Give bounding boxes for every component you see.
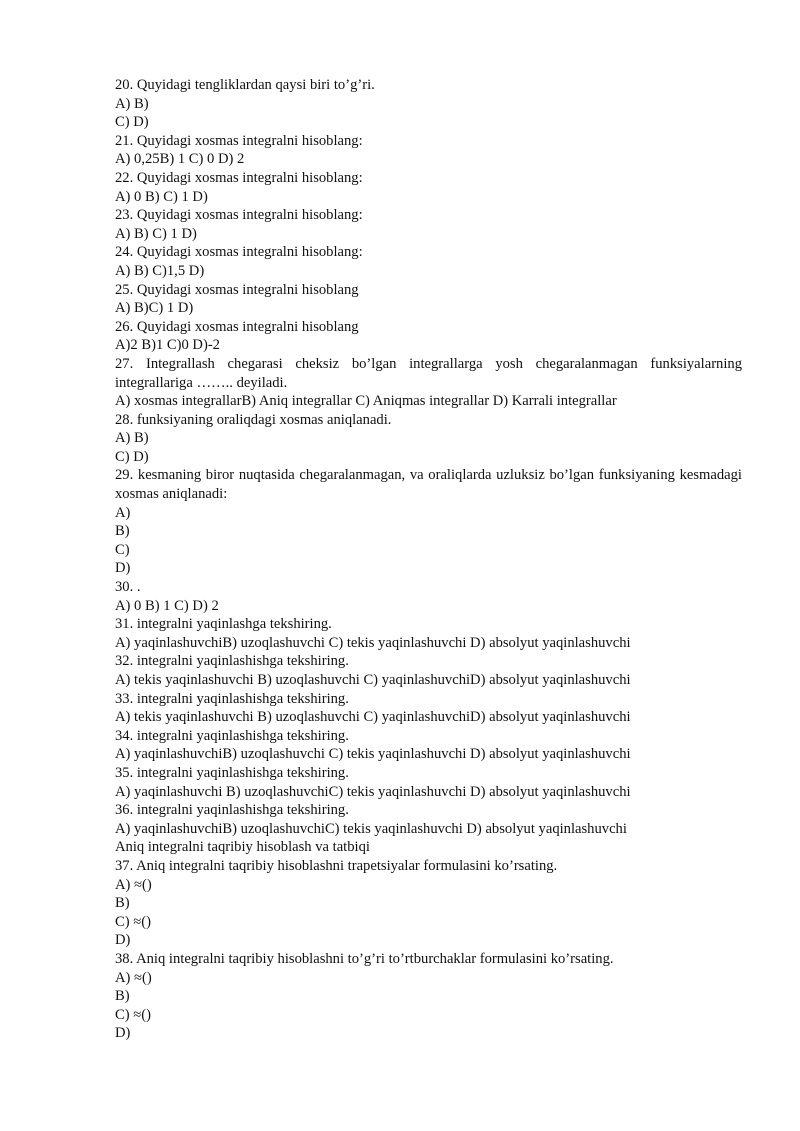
text-line: 32. integralni yaqinlashishga tekshiring. — [115, 653, 349, 670]
text-line: A) B) C)1,5 D) — [115, 262, 205, 279]
text-line: A) 0,25B) 1 C) 0 D) 2 — [115, 151, 245, 168]
text-line: 30. . — [115, 579, 141, 596]
text-line: 31. integralni yaqinlashga tekshiring. — [115, 616, 332, 633]
text-line: B) — [115, 988, 130, 1005]
text-line: 20. Quyidagi tengliklardan qaysi biri to’g’ri. — [115, 77, 375, 93]
text-line: 35. integralni yaqinlashishga tekshiring. — [115, 764, 349, 781]
text-line: A) B) C) 1 D) — [115, 225, 197, 242]
text-line: 36. integralni yaqinlashishga tekshiring. — [115, 802, 349, 819]
text-line: A) yaqinlashuvchi B) uzoqlashuvchiC) tekis yaqinlashuvchi D) absolyut yaqinlashuvchi — [115, 783, 631, 800]
text-line: 26. Quyidagi xosmas integralni hisoblang — [115, 318, 359, 335]
text-line: A) yaqinlashuvchiB) uzoqlashuvchiC) tekis yaqinlashuvchi D) absolyut yaqinlashuvchi — [115, 820, 627, 837]
text-line: 21. Quyidagi xosmas integralni hisoblang: — [115, 132, 363, 149]
text-line: B) — [115, 523, 130, 540]
text-line: A) ≈() — [115, 876, 152, 893]
text-line: A) B) — [115, 430, 149, 447]
text-line: D) — [115, 932, 131, 949]
text-line: 29. kesmaning biror nuqtasida chegaralanmagan, va oraliqlarda uzluksiz bo’lgan funksiyaning kesmadagi xosmas aniqlanadi: — [115, 467, 742, 503]
text-line: 23. Quyidagi xosmas integralni hisoblang: — [115, 207, 363, 224]
text-line: C) D) — [115, 448, 149, 465]
text-line: B) — [115, 895, 130, 912]
text-line: A) xosmas integrallarB) Aniq integrallar C) Aniqmas integrallar D) Karrali integrallar — [115, 393, 617, 410]
text-line: C) ≈() — [115, 913, 151, 930]
text-line: C) ≈() — [115, 1006, 151, 1023]
text-line: 22. Quyidagi xosmas integralni hisoblang: — [115, 169, 363, 186]
text-line: 24. Quyidagi xosmas integralni hisoblang: — [115, 244, 363, 261]
text-line: A) tekis yaqinlashuvchi B) uzoqlashuvchi C) yaqinlashuvchiD) absolyut yaqinlashuvchi — [115, 709, 631, 726]
text-line: A) ≈() — [115, 969, 152, 986]
text-line: 38. Aniq integralni taqribiy hisoblashni to’g’ri to’rtburchaklar formulasini ko’rsating. — [115, 950, 614, 967]
text-line: A) B)C) 1 D) — [115, 300, 194, 317]
text-line: Aniq integralni taqribiy hisoblash va tatbiqi — [115, 839, 370, 856]
text-line: A) — [115, 504, 131, 521]
document-page — [115, 76, 742, 1043]
text-line: A) B) — [115, 95, 149, 112]
text-line: 25. Quyidagi xosmas integralni hisoblang — [115, 281, 359, 298]
text-line: 27. Integrallash chegarasi cheksiz bo’lgan integrallarga yosh chegaralanmagan funksiyalarning integrallariga …….. deyiladi. — [115, 355, 742, 391]
text-line: C) — [115, 541, 130, 558]
text-line: A) tekis yaqinlashuvchi B) uzoqlashuvchi C) yaqinlashuvchiD) absolyut yaqinlashuvchi — [115, 672, 631, 688]
text-line: 28. funksiyaning oraliqdagi xosmas aniqlanadi. — [115, 411, 392, 428]
text-line: A) 0 B) 1 C) D) 2 — [115, 597, 219, 614]
text-line: 37. Aniq integralni taqribiy hisoblashni trapetsiyalar formulasini ko’rsating. — [115, 857, 558, 874]
text-line: 34. integralni yaqinlashishga tekshiring. — [115, 727, 349, 744]
text-line: A)2 B)1 C)0 D)-2 — [115, 337, 220, 354]
text-line: A) yaqinlashuvchiB) uzoqlashuvchi C) tekis yaqinlashuvchi D) absolyut yaqinlashuvchi — [115, 634, 631, 651]
text-line: A) 0 B) C) 1 D) — [115, 188, 208, 205]
text-line: 33. integralni yaqinlashishga tekshiring. — [115, 690, 349, 707]
text-line: D) — [115, 560, 131, 577]
text-line: D) — [115, 1025, 131, 1042]
text-line: A) yaqinlashuvchiB) uzoqlashuvchi C) tekis yaqinlashuvchi D) absolyut yaqinlashuvchi — [115, 746, 631, 763]
text-line: C) D) — [115, 114, 149, 131]
